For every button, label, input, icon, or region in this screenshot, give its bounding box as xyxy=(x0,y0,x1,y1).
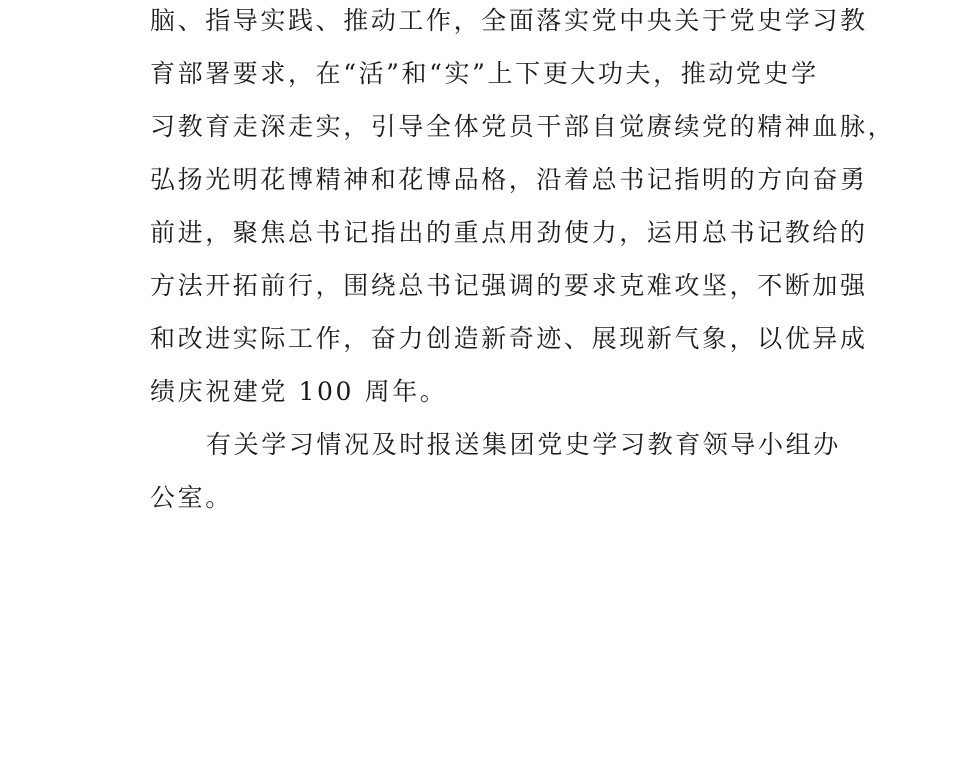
paragraph-line: 前进，聚焦总书记指出的重点用劲使力，运用总书记教给的 xyxy=(150,218,868,247)
paragraph-line: 弘扬光明花博精神和花博品格，沿着总书记指明的方向奋勇 xyxy=(150,165,868,194)
paragraph-line: 公室。 xyxy=(150,483,233,512)
paragraph-line: 脑、指导实践、推动工作，全面落实党中央关于党史学习教 xyxy=(150,6,868,35)
paragraph-line: 绩庆祝建党 100 周年。 xyxy=(150,377,448,406)
paragraph-line: 有关学习情况及时报送集团党史学习教育领导小组办 xyxy=(206,430,841,459)
paragraph-line: 习教育走深走实，引导全体党员干部自觉赓续党的精神血脉， xyxy=(150,112,896,141)
paragraph-line: 育部署要求，在“活”和“实”上下更大功夫，推动党史学 xyxy=(150,59,819,88)
paragraph-line: 和改进实际工作，奋力创造新奇迹、展现新气象，以优异成 xyxy=(150,324,868,353)
paragraph-line: 方法开拓前行，围绕总书记强调的要求克难攻坚，不断加强 xyxy=(150,271,868,300)
